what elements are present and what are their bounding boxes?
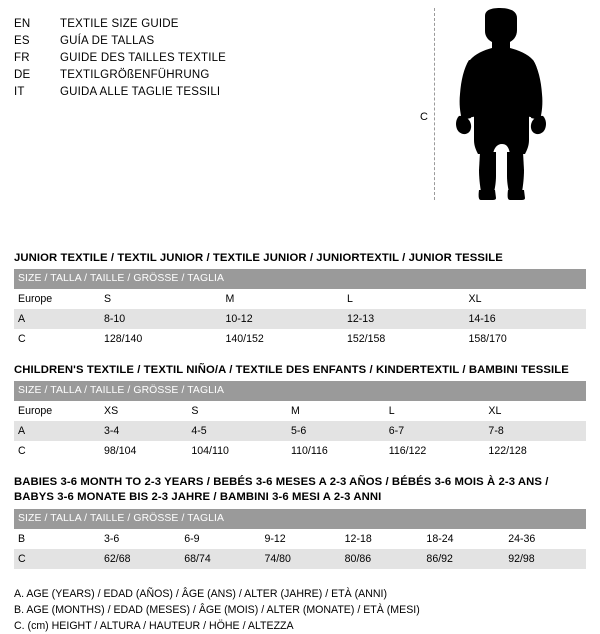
cell: 140/152 [222,329,344,349]
cell: 116/122 [385,441,485,461]
section-junior [14,251,586,349]
cell: L [385,401,485,421]
cell: M [222,289,344,309]
cell: 80/86 [341,549,423,569]
footnotes [14,587,586,634]
toddler-silhouette-icon [448,8,568,200]
footnote-c: C. (cm) HEIGHT / ALTURA / HAUTEUR / HÖHE / ALTEZZA [14,620,294,632]
language-text: GUIDA ALLE TAGLIE TESSILI [60,86,221,98]
cell: 10-12 [222,309,344,329]
table-row [14,549,586,569]
row-label: Europe [14,401,100,421]
cell: 8-10 [100,309,222,329]
language-code: DE [14,69,31,81]
cell: XL [484,401,586,421]
cell: 3-6 [100,529,180,549]
cell: 9-12 [260,529,340,549]
section-babies [14,475,586,569]
language-header [14,16,444,101]
cell: S [187,401,287,421]
cell: 3-4 [100,421,187,441]
junior-size-table [14,269,586,349]
cell: 5-6 [287,421,385,441]
table-row [14,529,586,549]
cell: 14-16 [465,309,587,329]
language-text: TEXTILE SIZE GUIDE [60,18,179,30]
cell: 62/68 [100,549,180,569]
cell: 74/80 [260,549,340,569]
table-row [14,309,586,329]
table-row [14,329,586,349]
cell: 6-7 [385,421,485,441]
language-text: TEXTILGRÖßENFÜHRUNG [60,69,210,81]
cell: 104/110 [187,441,287,461]
row-label: C [14,329,100,349]
row-label: C [14,441,100,461]
language-row [14,33,444,50]
table-head-row [14,269,586,289]
height-dashed-line [434,8,435,200]
language-row [14,16,444,33]
cell: XL [465,289,587,309]
cell: 18-24 [422,529,504,549]
footnote-a: A. AGE (YEARS) / EDAD (AÑOS) / ÂGE (ANS) / ALTER (JAHRE) / ETÀ (ANNI) [14,588,387,600]
cell: 6-9 [180,529,260,549]
table-head-label: SIZE / TALLA / TAILLE / GRÖSSE / TAGLIA [14,269,586,289]
section-title: JUNIOR TEXTILE / TEXTIL JUNIOR / TEXTILE JUNIOR / JUNIORTEXTIL / JUNIOR TESSILE [14,252,503,264]
row-label: C [14,549,100,569]
babies-size-table [14,509,586,569]
cell: 128/140 [100,329,222,349]
language-code: IT [14,86,25,98]
row-label: A [14,309,100,329]
cell: 4-5 [187,421,287,441]
language-code: EN [14,18,31,30]
language-row [14,84,444,101]
footnote-b: B. AGE (MONTHS) / EDAD (MESES) / ÂGE (MOIS) / ALTER (MONATE) / ETÀ (MESI) [14,604,420,616]
measurement-figure [420,8,590,203]
section-title: CHILDREN'S TEXTILE / TEXTIL NIÑO/A / TEXTILE DES ENFANTS / KINDERTEXTIL / BAMBINI TESSILE [14,364,569,376]
cell: 92/98 [504,549,586,569]
table-head-label: SIZE / TALLA / TAILLE / GRÖSSE / TAGLIA [14,509,586,529]
cell: 7-8 [484,421,586,441]
cell: 158/170 [465,329,587,349]
table-row [14,441,586,461]
cell: 12-18 [341,529,423,549]
cell: S [100,289,222,309]
cell: L [343,289,465,309]
cell: M [287,401,385,421]
table-head-row [14,381,586,401]
cell: XS [100,401,187,421]
language-text: GUÍA DE TALLAS [60,35,155,47]
children-size-table [14,381,586,461]
table-row [14,401,586,421]
language-row [14,67,444,84]
section-children [14,363,586,461]
row-label: A [14,421,100,441]
section-title: BABIES 3-6 MONTH TO 2-3 YEARS / BEBÉS 3-6 MESES A 2-3 AÑOS / BÉBÉS 3-6 MOIS À 2-3 ANS / BABYS 3-6 MONATE BIS 2-3 JAHRE / BAMBINI 3-6 MESI A 2-3 ANNI [14,476,549,503]
table-head-label: SIZE / TALLA / TAILLE / GRÖSSE / TAGLIA [14,381,586,401]
language-row [14,50,444,67]
language-code: FR [14,52,30,64]
cell: 24-36 [504,529,586,549]
cell: 110/116 [287,441,385,461]
language-text: GUIDE DES TAILLES TEXTILE [60,52,227,64]
cell: 86/92 [422,549,504,569]
row-label: B [14,529,100,549]
cell: 68/74 [180,549,260,569]
table-row [14,421,586,441]
table-head-row [14,509,586,529]
cell: 12-13 [343,309,465,329]
cell: 98/104 [100,441,187,461]
row-label: Europe [14,289,100,309]
cell: 122/128 [484,441,586,461]
measure-label-c: C [420,111,428,123]
language-code: ES [14,35,30,47]
table-row [14,289,586,309]
cell: 152/158 [343,329,465,349]
